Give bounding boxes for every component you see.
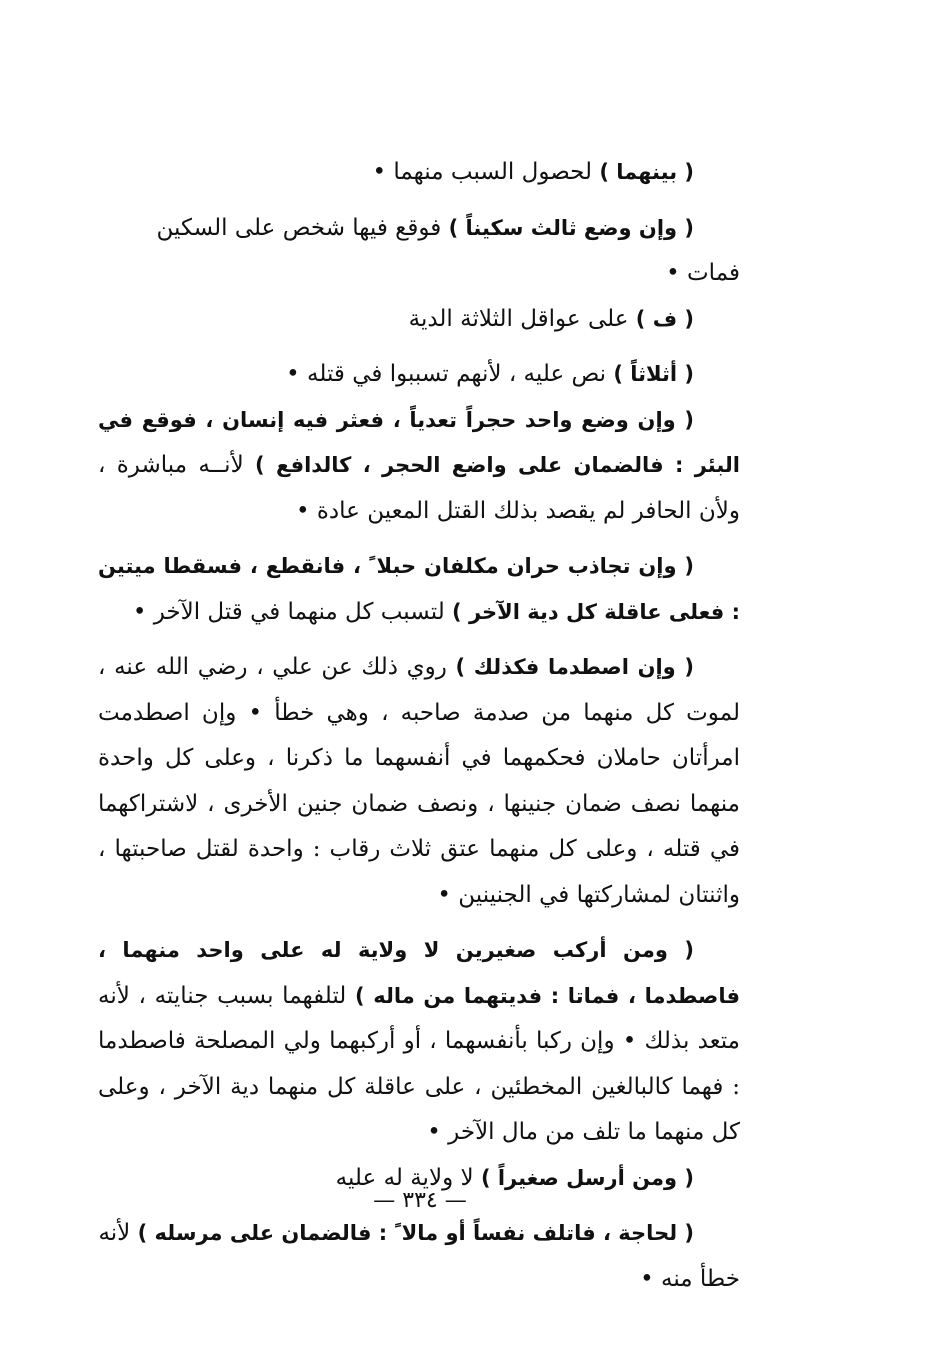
commentary-text: لأنه خطأ منه •	[98, 1220, 740, 1292]
matn-text: ( ومن أرسل صغيراً )	[480, 1165, 694, 1190]
commentary-text: لأنــه مباشرة ، ولأن الحافر لم يقصد بذلك القتل المعين عادة •	[98, 452, 740, 524]
commentary-text: على عواقل الثلاثة الدية	[408, 305, 636, 332]
paragraph-7	[98, 645, 740, 918]
commentary-text: فوقع فيها شخص على السكين فمات •	[156, 214, 740, 286]
commentary-text: روي ذلك عن علي ، رضي الله عنه ، لموت كل منهما من صدمة صاحبه ، وهي خطأ • وإن اصطدمت امرأتان حاملان فحكمهما في أنفسهما ما ذكرنا ، وعلى كل واحدة منهما نصف ضمان جنينها ، ونصف ضمان جنين الأخرى ، لاشتراكهما في قتله ، وعلى كل منهما عتق ثلاث رقاب : واحدة لقتل صاحبتها ، واثنتان لمشاركتها في الجنينين •	[98, 654, 740, 908]
matn-text: ( بينهما )	[599, 160, 694, 184]
matn-text: ( وإن اصطدما فكذلك )	[455, 655, 694, 679]
paragraph-2	[98, 206, 740, 297]
paragraph-10	[98, 1211, 740, 1302]
commentary-text: لحصول السبب منهما •	[372, 159, 600, 185]
commentary-text: نص عليه ، لأنهم تسببوا في قتله •	[286, 361, 614, 387]
matn-text: ( أثلاثاً )	[613, 362, 694, 386]
paragraph-3	[98, 297, 740, 343]
matn-text: ( لحاجة ، فاتلف نفساً أو مالا ً : فالضمان على مرسله )	[137, 1221, 694, 1245]
commentary-text: لتلفهما بسبب جنايته ، لأنه متعد بذلك • وإن ركبا بأنفسهما ، أو أركبهما ولي المصلحة فاصطدما : فهما كالبالغين المخطئين ، على عاقلة كل منهما دية الآخر ، وعلى كل منهما ما تلف من مال الآخر •	[98, 982, 740, 1145]
matn-text: ( وإن وضع واحد حجراً تعدياً ، فعثر فيه إنسان ، فوقع في البئر : فالضمان على واضع الحجر ، كالدافع )	[98, 407, 740, 477]
commentary-text: لتسبب كل منهما في قتل الآخر •	[132, 598, 453, 625]
paragraph-8	[98, 928, 740, 1156]
paragraph-6	[98, 544, 740, 635]
matn-text: ( وإن وضع ثالث سكيناً )	[448, 215, 694, 240]
matn-text: ( ف )	[635, 306, 694, 331]
paragraph-5	[98, 398, 740, 535]
page-body	[98, 150, 740, 1302]
paragraph-1	[98, 150, 740, 196]
paragraph-4	[98, 352, 740, 398]
commentary-text: لا ولاية له عليه	[335, 1164, 481, 1191]
page-number: — ٣٣٤ —	[373, 1188, 467, 1213]
matn-text: ( وإن تجاذب حران مكلفان حبلا ً ، فانقطع ، فسقطا ميتين : فعلى عاقلة كل دية الآخر )	[98, 554, 740, 624]
matn-text: ( ومن أركب صغيرين لا ولاية له على واحد منهما ، فاصطدما ، فماتا : فديتهما من ماله )	[98, 938, 740, 1008]
